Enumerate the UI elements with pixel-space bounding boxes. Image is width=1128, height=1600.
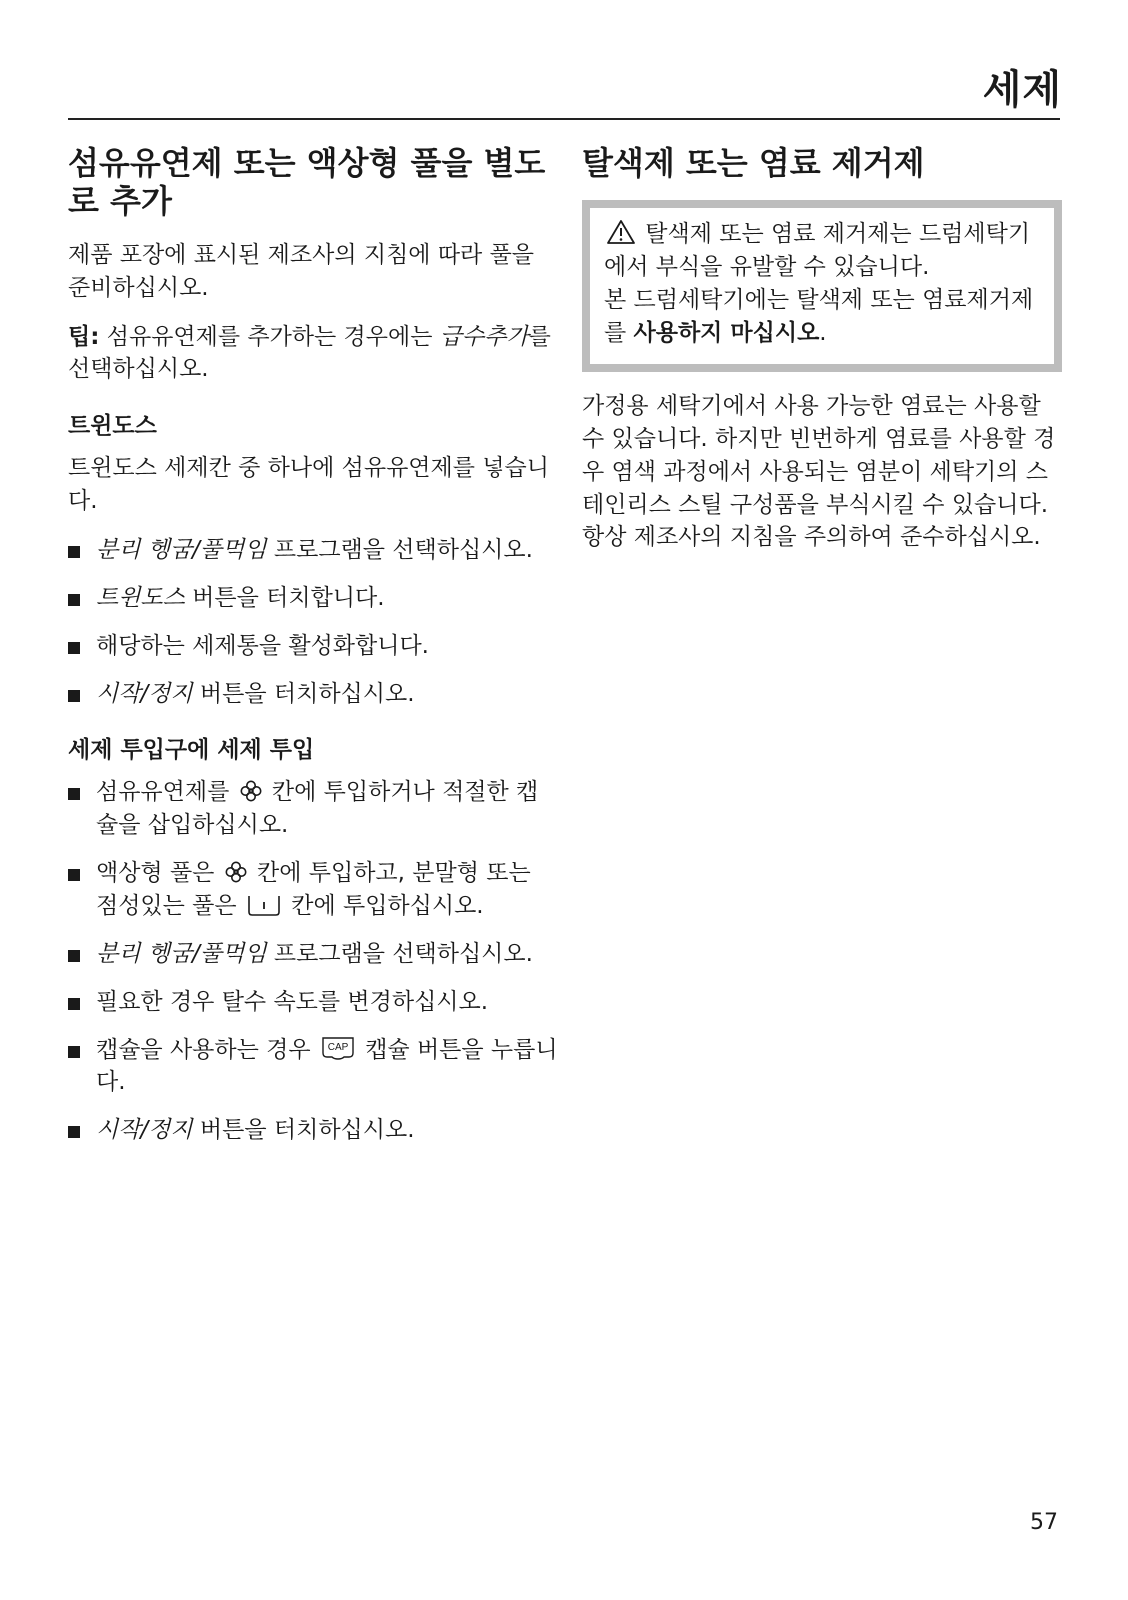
- tip-program-name: 급수추가: [439, 323, 529, 350]
- list-item: [68, 534, 558, 567]
- bullet-icon: [68, 1046, 80, 1058]
- button-name: 트윈도스: [96, 584, 185, 611]
- warning-line: 탈색제 또는 염료 제거제는 드럼세탁기에서 부식을 유발할 수 있습니다.: [604, 221, 1031, 281]
- button-name: 시작/정지: [96, 1117, 193, 1144]
- bullet-icon: [68, 950, 80, 962]
- twindos-steps-list: [68, 534, 558, 711]
- subheading-drawer: 세제 투입구에 세제 투입: [68, 737, 315, 764]
- step-text: 버튼을 터치하십시오.: [192, 680, 415, 707]
- tub-compartment-icon: [246, 893, 282, 917]
- list-item: [68, 582, 558, 615]
- list-item: [68, 986, 558, 1019]
- step-text: 버튼을 터치하십시오.: [192, 1117, 415, 1144]
- page-title: 세제: [982, 67, 1062, 113]
- list-item: [68, 1034, 558, 1100]
- tip-text-pre: 섬유유연제를 추가하는 경우에는: [99, 323, 440, 350]
- header-divider: [68, 118, 1060, 120]
- bullet-icon: [68, 642, 80, 654]
- step-text: 캡슐을 사용하는 경우: [96, 1036, 318, 1063]
- intro-paragraph: 제품 포장에 표시된 제조사의 지침에 따라 풀을 준비하십시오.: [68, 241, 535, 301]
- warning-box: [582, 200, 1062, 372]
- warning-line: 본 드럼세탁기에는 탈색제 또는 염료제거제를: [604, 287, 1034, 347]
- section-heading-softener: 섬유유연제 또는 액상형 풀을 별도로 추가: [68, 144, 546, 221]
- tip-paragraph: [68, 321, 558, 387]
- bullet-icon: [68, 1126, 80, 1138]
- step-text: 액상형 풀은: [96, 860, 222, 887]
- step-text: 섬유유연제를: [96, 779, 237, 806]
- warning-emphasis: 사용하지 마십시오: [633, 320, 820, 347]
- warning-text-2: [604, 284, 1036, 350]
- tip-text-post: 를 선택하십시오.: [68, 323, 551, 383]
- bullet-icon: [68, 546, 80, 558]
- step-text: 칸에 투입하거나 적절한 캡슐을 삽입하십시오.: [96, 779, 539, 839]
- section-heading-bleach: 탈색제 또는 염료 제거제: [582, 144, 925, 182]
- flower-compartment-icon: [239, 779, 263, 803]
- list-item: [68, 938, 558, 971]
- dye-paragraph: 가정용 세탁기에서 사용 가능한 염료는 사용할 수 있습니다. 하지만 빈번하게 염료를 사용할 경우 염색 과정에서 사용되는 염분이 세탁기의 스테인리스 스틸 구성품을 부식시킬 수 있습니다. 항상 제조사의 지침을 주의하여 준수하십시오.: [582, 392, 1056, 551]
- bullet-icon: [68, 594, 80, 606]
- warning-line: .: [819, 320, 827, 347]
- step-text: 프로그램을 선택하십시오.: [266, 940, 533, 967]
- flower-compartment-icon: [224, 860, 248, 884]
- step-text: 버튼을 터치합니다.: [184, 584, 385, 611]
- list-item: [68, 1114, 558, 1147]
- cap-icon: [320, 1035, 356, 1061]
- subheading-twindos: 트윈도스: [68, 413, 157, 440]
- drawer-steps-list: [68, 776, 558, 1147]
- warning-triangle-icon: [606, 219, 636, 245]
- tip-label: 팁:: [68, 323, 100, 350]
- list-item: [68, 857, 558, 923]
- bullet-icon: [68, 869, 80, 881]
- bullet-icon: [68, 690, 80, 702]
- step-text: 칸에 투입하고, 분말형 또는 점성있는 풀은: [96, 860, 531, 919]
- warning-text: [604, 218, 1036, 284]
- program-name: 분리 헹굼/풀먹임: [96, 536, 267, 563]
- page-number: 57: [1030, 1510, 1058, 1535]
- step-text: 필요한 경우 탈수 속도를 변경하십시오.: [96, 988, 489, 1015]
- bullet-icon: [68, 998, 80, 1010]
- twindos-intro: 트윈도스 세제칸 중 하나에 섬유유연제를 넣습니다.: [68, 455, 549, 515]
- list-item: [68, 678, 558, 711]
- step-text: 프로그램을 선택하십시오.: [266, 536, 533, 563]
- step-text: 칸에 투입하십시오.: [283, 892, 484, 919]
- program-name: 분리 헹굼/풀먹임: [96, 940, 267, 967]
- step-text: 캡슐 버튼을 누릅니다.: [96, 1036, 558, 1096]
- bullet-icon: [68, 788, 80, 800]
- left-column: [68, 144, 558, 1162]
- cap-icon-label: CAP: [327, 1041, 349, 1053]
- button-name: 시작/정지: [96, 680, 193, 707]
- right-column: [582, 144, 1062, 570]
- list-item: [68, 630, 558, 663]
- list-item: [68, 776, 558, 842]
- step-text: 해당하는 세제통을 활성화합니다.: [96, 632, 429, 659]
